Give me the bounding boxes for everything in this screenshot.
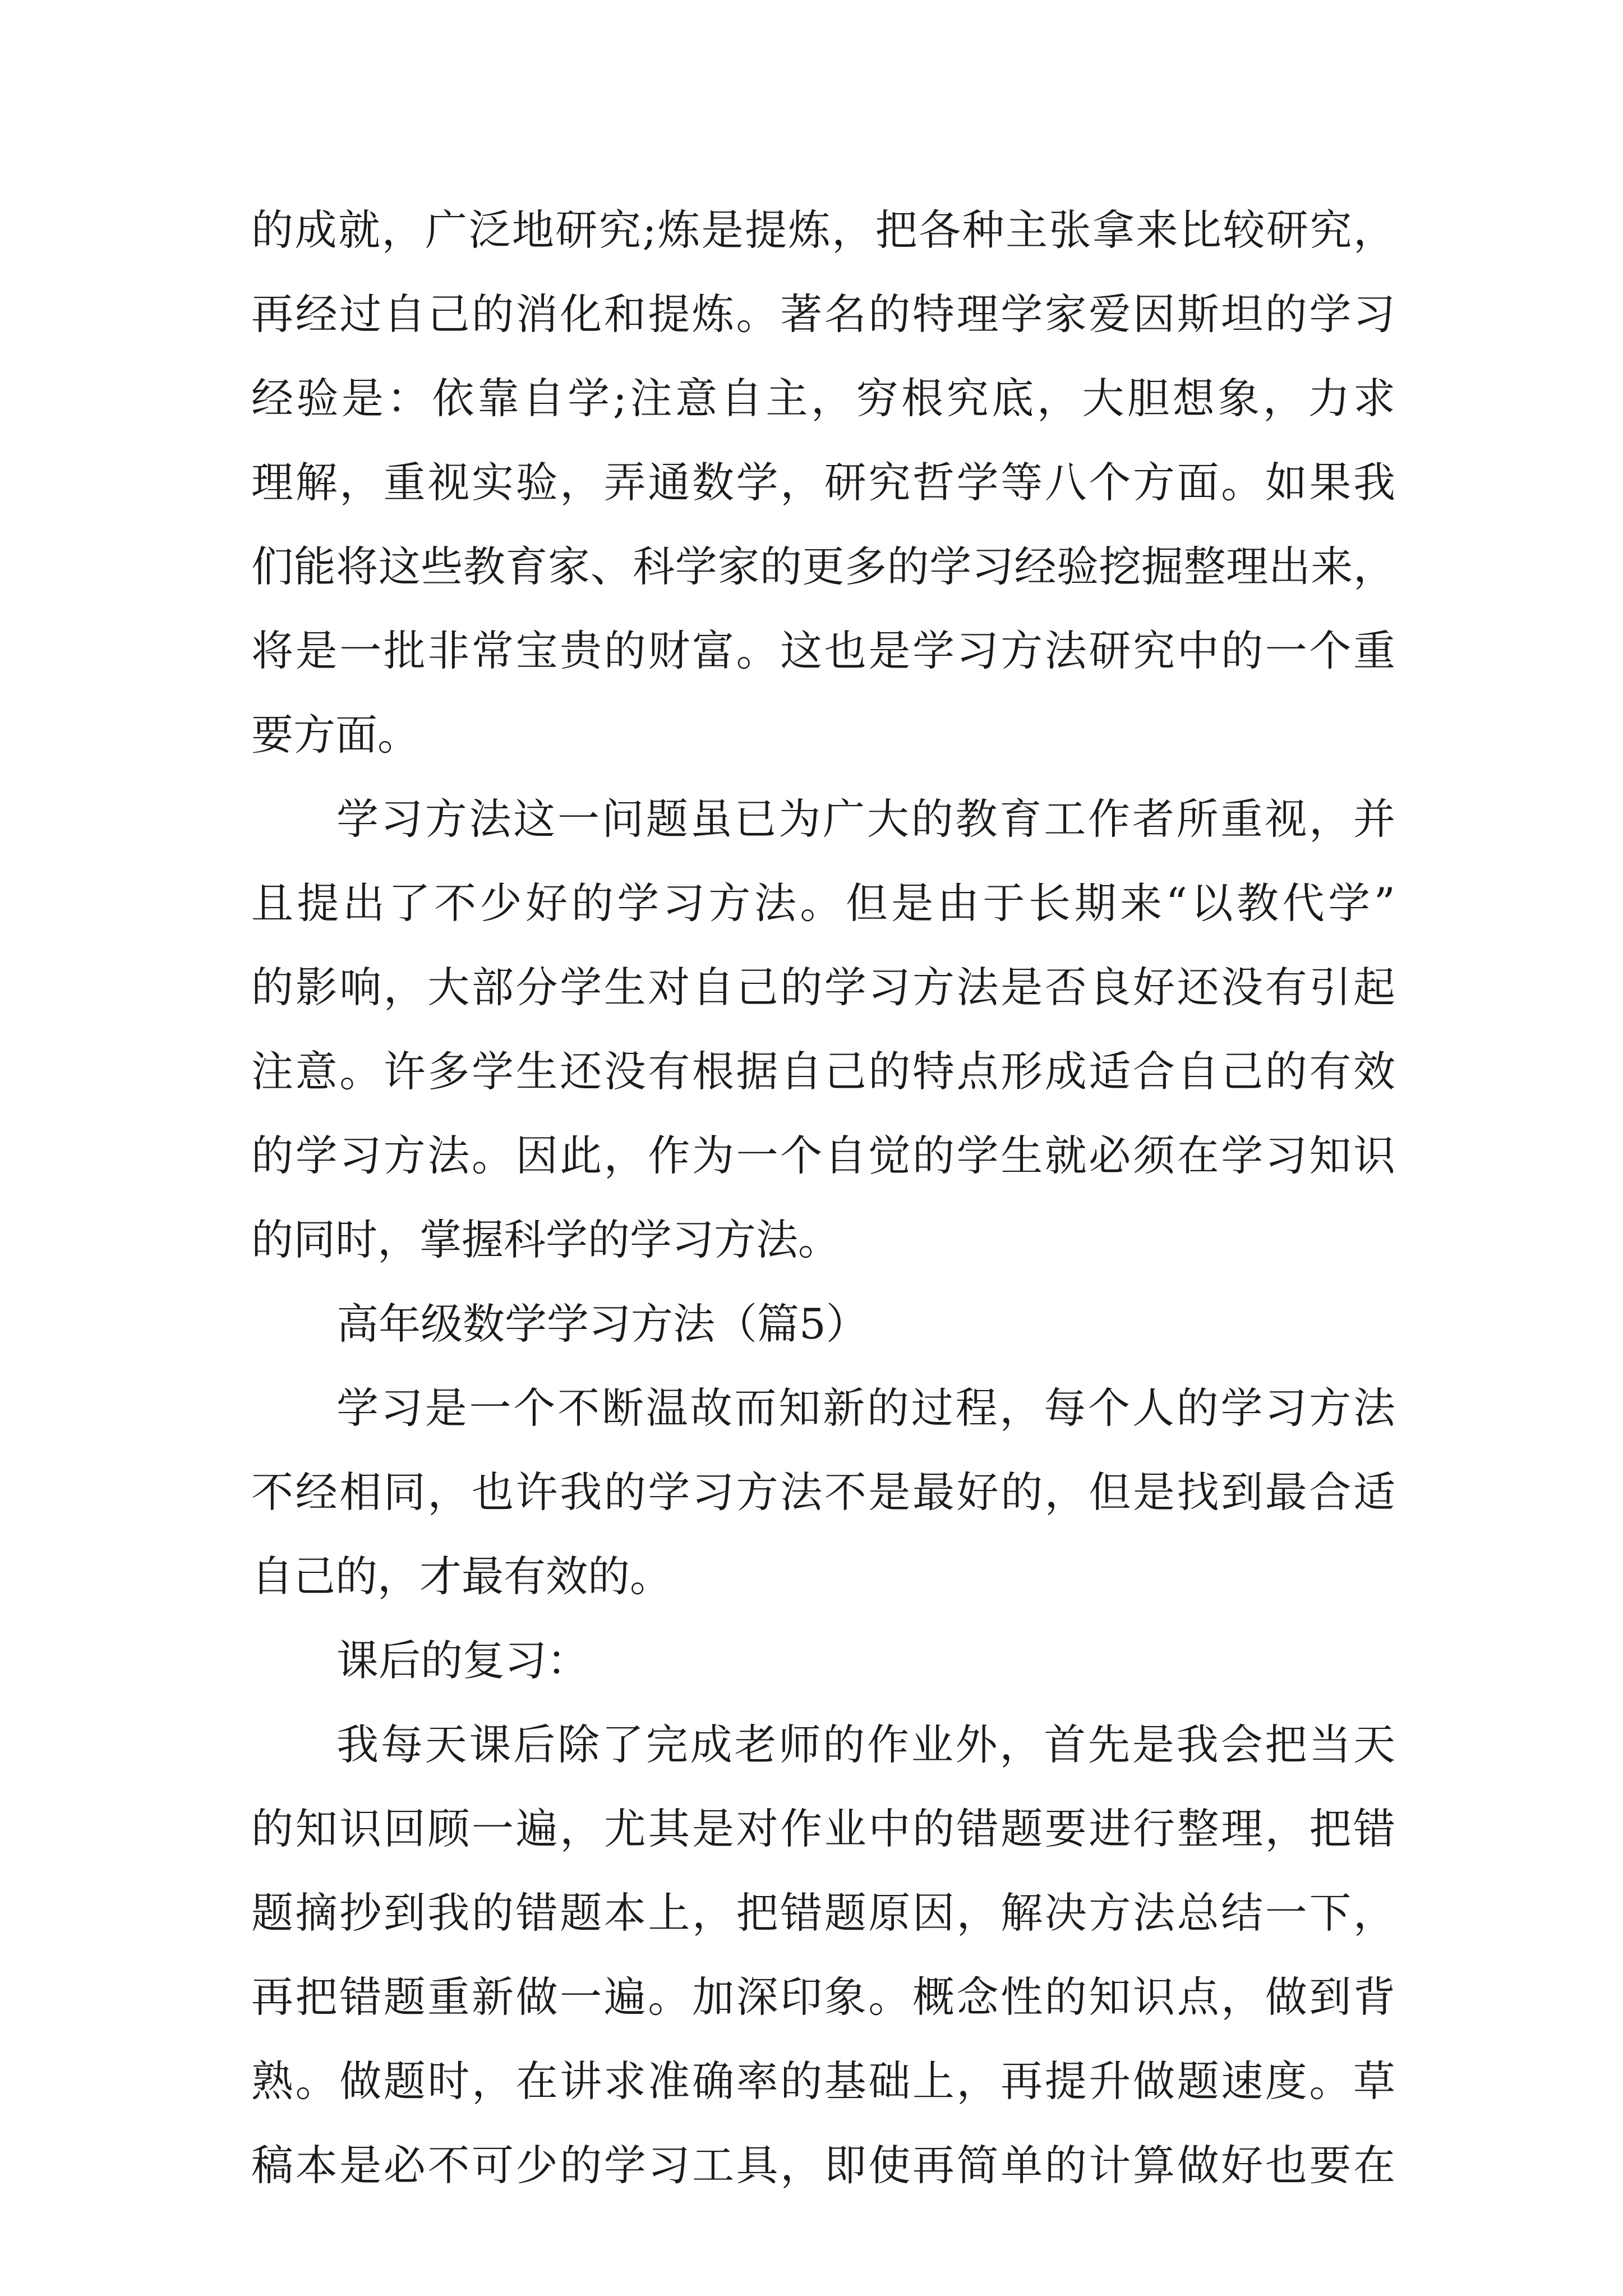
text-line: 理解，重视实验，弄通数学，研究哲学等八个方面。如果我 — [251, 458, 1395, 507]
paragraph-first-line: 学习是一个不断温故而知新的过程，每个人的学习方法 — [336, 1383, 1395, 1433]
text-line: 再把错题重新做一遍。加深印象。概念性的知识点，做到背 — [251, 1972, 1395, 2022]
text-line: 自己的，才最有效的。 — [251, 1552, 672, 1601]
text-line: 注意。许多学生还没有根据自己的特点形成适合自己的有效 — [251, 1047, 1395, 1096]
text-line: 的知识回顾一遍，尤其是对作业中的错题要进行整理，把错 — [251, 1804, 1395, 1853]
text-line: 的同时，掌握科学的学习方法。 — [251, 1215, 841, 1264]
subheading: 课后的复习： — [336, 1636, 589, 1685]
text-line: 题摘抄到我的错题本上，把错题原因，解决方法总结一下， — [251, 1888, 1395, 1938]
text-line: 稿本是必不可少的学习工具，即使再简单的计算做好也要在 — [251, 2141, 1395, 2190]
text-line: 再经过自己的消化和提炼。著名的特理学家爱因斯坦的学习 — [251, 289, 1395, 339]
text-line: 的影响，大部分学生对自己的学习方法是否良好还没有引起 — [251, 963, 1395, 1012]
text-line: 不经相同，也许我的学习方法不是最好的，但是找到最合适 — [251, 1467, 1395, 1517]
text-line: 经验是：依靠自学;注意自主，穷根究底，大胆想象，力求 — [251, 374, 1395, 423]
text-line: 的成就，广泛地研究;炼是提炼，把各种主张拿来比较研究， — [251, 205, 1395, 255]
section-heading: 高年级数学学习方法（篇5） — [336, 1299, 868, 1349]
text-line: 将是一批非常宝贵的财富。这也是学习方法研究中的一个重 — [251, 626, 1395, 675]
text-line: 且提出了不少好的学习方法。但是由于长期来“以教代学” — [251, 878, 1395, 928]
paragraph-first-line: 学习方法这一问题虽已为广大的教育工作者所重视，并 — [336, 794, 1395, 844]
text-line: 的学习方法。因此，作为一个自觉的学生就必须在学习知识 — [251, 1131, 1395, 1180]
text-line: 要方面。 — [251, 710, 420, 760]
text-line: 熟。做题时，在讲求准确率的基础上，再提升做题速度。草 — [251, 2056, 1395, 2106]
text-line: 们能将这些教育家、科学家的更多的学习经验挖掘整理出来， — [251, 542, 1395, 591]
paragraph-first-line: 我每天课后除了完成老师的作业外，首先是我会把当天 — [336, 1720, 1395, 1769]
